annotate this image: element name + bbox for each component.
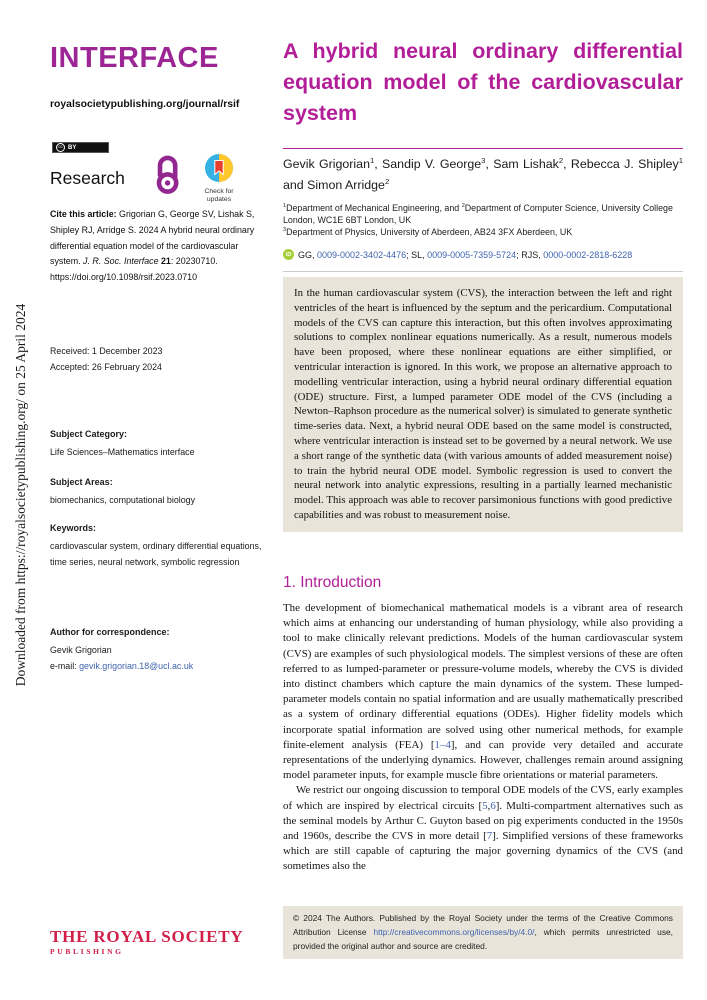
introduction-text bbox=[283, 601, 683, 875]
royal-society-logo[interactable] bbox=[50, 928, 243, 956]
check-for-updates-label: Check for updates bbox=[204, 188, 234, 204]
inline-link[interactable]: 7 bbox=[486, 830, 493, 843]
orcid-ids: GG, 0009-0002-3402-4476; SL, 0009-0005-7359-5724; RJS, 0000-0002-2818-6228 bbox=[298, 249, 633, 260]
inline-link[interactable]: gevik.grigorian.18@ucl.ac.uk bbox=[79, 661, 194, 671]
received-date: Received: 1 December 2023 bbox=[50, 346, 163, 356]
header-divider bbox=[283, 271, 683, 272]
cc-icon: cc bbox=[56, 143, 65, 152]
article-type-label: Research bbox=[50, 168, 125, 188]
cc-by-badge[interactable] bbox=[52, 142, 109, 153]
open-access-icon bbox=[154, 154, 182, 196]
keywords-label: Keywords: bbox=[50, 523, 97, 533]
journal-url[interactable]: royalsocietypublishing.org/journal/rsif bbox=[50, 99, 240, 110]
orcid-line bbox=[283, 249, 683, 260]
cc-by-label: BY bbox=[68, 144, 77, 151]
affiliations: $^1$Department of Mechanical Engineering, and $^2$Department of Computer Science, University College London, WC1E 6BT London, UK $^3$Department of Physics, University of Aberdeen, AB24 3FX Aberdeen, UK bbox=[283, 203, 673, 237]
title-divider bbox=[283, 148, 683, 149]
left-sidebar bbox=[50, 0, 268, 1000]
authors-line: Gevik Grigorian$^1$, Sandip V. George$^3$, Sam Lishak$^2$, Rebecca J. Shipley$^1$ and Simon Arridge$^2$ bbox=[283, 155, 684, 192]
section-heading-introduction: 1. Introduction bbox=[283, 574, 382, 591]
abstract: In the human cardiovascular system (CVS), the interaction between the left and right ventricles of the heart is influenced by the septum and the pericardium. Computational models of the CVS can capture this interaction, but this often involves approximating solutions to complex nonlinear equations numerically. As a result, numerous models have been proposed, where these nonlinear equations are either simplified, or ventricular interaction is ignored. In this work, we propose an alternative approach to modelling ventricular interaction, using a hybrid neural ordinary differential equation (ODE) structure. First, a lumped parameter ODE model of the CVS (including a Newton–Raphson procedure as the numerical solver) is simulated to generate synthetic time-series data. Next, a hybrid neural ODE based on the same model is constructed, where ventricular interaction is instead set to be governed by a neural network. We use a short range of the synthetic data (with various amounts of added measurement noise) to train the hybrid neural ODE model. Symbolic regression is used to convert the neural network into analytic expressions, resulting in a partially learned mechanistic model. This approach was able to recover parsimonious functions with good predictive capabilities and was robust to measurement noise. bbox=[283, 277, 683, 532]
keywords-value: cardiovascular system, ordinary differential equations, time series, neural network, symbolic regression bbox=[50, 541, 262, 567]
crossmark-icon bbox=[205, 154, 233, 182]
citation-block: Cite this article: Grigorian G, George SV, Lishak S, Shipley RJ, Arridge S. 2024 A hybrid neural ordinary differential equation model of the cardiovascular system. J. R. Soc. Interface 21: 20230710. https://doi.org/10.1098/rsif.2023.0710 bbox=[50, 209, 255, 283]
correspondence-name: Gevik Grigorian bbox=[50, 645, 112, 655]
intro-paragraph-2: We restrict our ongoing discussion to temporal ODE models of the CVS, early examples of which are inspired by electrical circuits [5,6]. Multi-compartment alternatives such as the seminal models by Arthur C. Guyton based on pig experiments conducted in the 1950s and 1960s, describe the CVS in more detail [7]. Simplified versions of these frameworks which are still capable of capturing the major governing dynamics of the CVS (and sometimes also the bbox=[283, 784, 683, 873]
inline-link[interactable]: 1–4 bbox=[434, 738, 451, 751]
download-watermark: Downloaded from https://royalsocietypublishing.org/ on 25 April 2024 bbox=[13, 303, 28, 687]
correspondence-label: Author for correspondence: bbox=[50, 627, 170, 637]
inline-link[interactable]: 5 bbox=[482, 799, 488, 812]
inline-link[interactable]: 0009-0005-7359-5724 bbox=[427, 249, 517, 260]
royal-society-publishing: PUBLISHING bbox=[50, 947, 124, 956]
subject-areas-label: Subject Areas: bbox=[50, 477, 113, 487]
inline-link[interactable]: 0009-0002-3402-4476 bbox=[317, 249, 407, 260]
inline-link[interactable]: 0000-0002-2818-6228 bbox=[543, 249, 633, 260]
inline-link[interactable]: 6 bbox=[490, 799, 496, 812]
correspondence-email: e-mail: gevik.grigorian.18@ucl.ac.uk bbox=[50, 661, 194, 671]
subject-areas-value: biomechanics, computational biology bbox=[50, 495, 196, 505]
orcid-icon: iD bbox=[283, 249, 294, 260]
royal-society-name: THE ROYAL SOCIETY bbox=[50, 927, 244, 946]
subject-category-value: Life Sciences–Mathematics interface bbox=[50, 447, 195, 457]
check-for-updates-button[interactable] bbox=[192, 154, 246, 205]
journal-logo[interactable]: INTERFACE bbox=[50, 42, 219, 74]
license-notice: © 2024 The Authors. Published by the Royal Society under the terms of the Creative Commons Attribution License http://creativecommons.org/licenses/by/4.0/, which permits unrestricted use, provided the original author and source are credited. bbox=[283, 906, 683, 959]
intro-paragraph-1: The development of biomechanical mathematical models is a vibrant area of research which aims at enhancing our understanding of human physiology, while also providing a tool to make clinically relevant predictions. Models of the human cardiovascular system (CVS) are examples of such physiological models. The simplest versions of these are often referred to as lumped-parameter or pressure-volume models, whereby the CVS is divided into distinct chambers which capture the main dynamics of the system. These lumped-parameter models contain no spatial information and are usually mathematically prescribed as a system of ordinary differential equations (ODEs). Higher fidelity models which incorporate spatial information are solved using other numerical methods, for example finite-element analysis (FEA) [1–4], and can provide very detailed and accurate representations of the underlying dynamics. However, challenges remain around assigning model parameter inputs, for example muscle fibre orientations or material parameters. bbox=[283, 602, 683, 782]
article-title: A hybrid neural ordinary differential equation model of the cardiovascular system bbox=[283, 39, 683, 125]
inline-link[interactable]: http://creativecommons.org/licenses/by/4.0/ bbox=[373, 926, 535, 937]
accepted-date: Accepted: 26 February 2024 bbox=[50, 362, 162, 372]
subject-category-label: Subject Category: bbox=[50, 429, 128, 439]
